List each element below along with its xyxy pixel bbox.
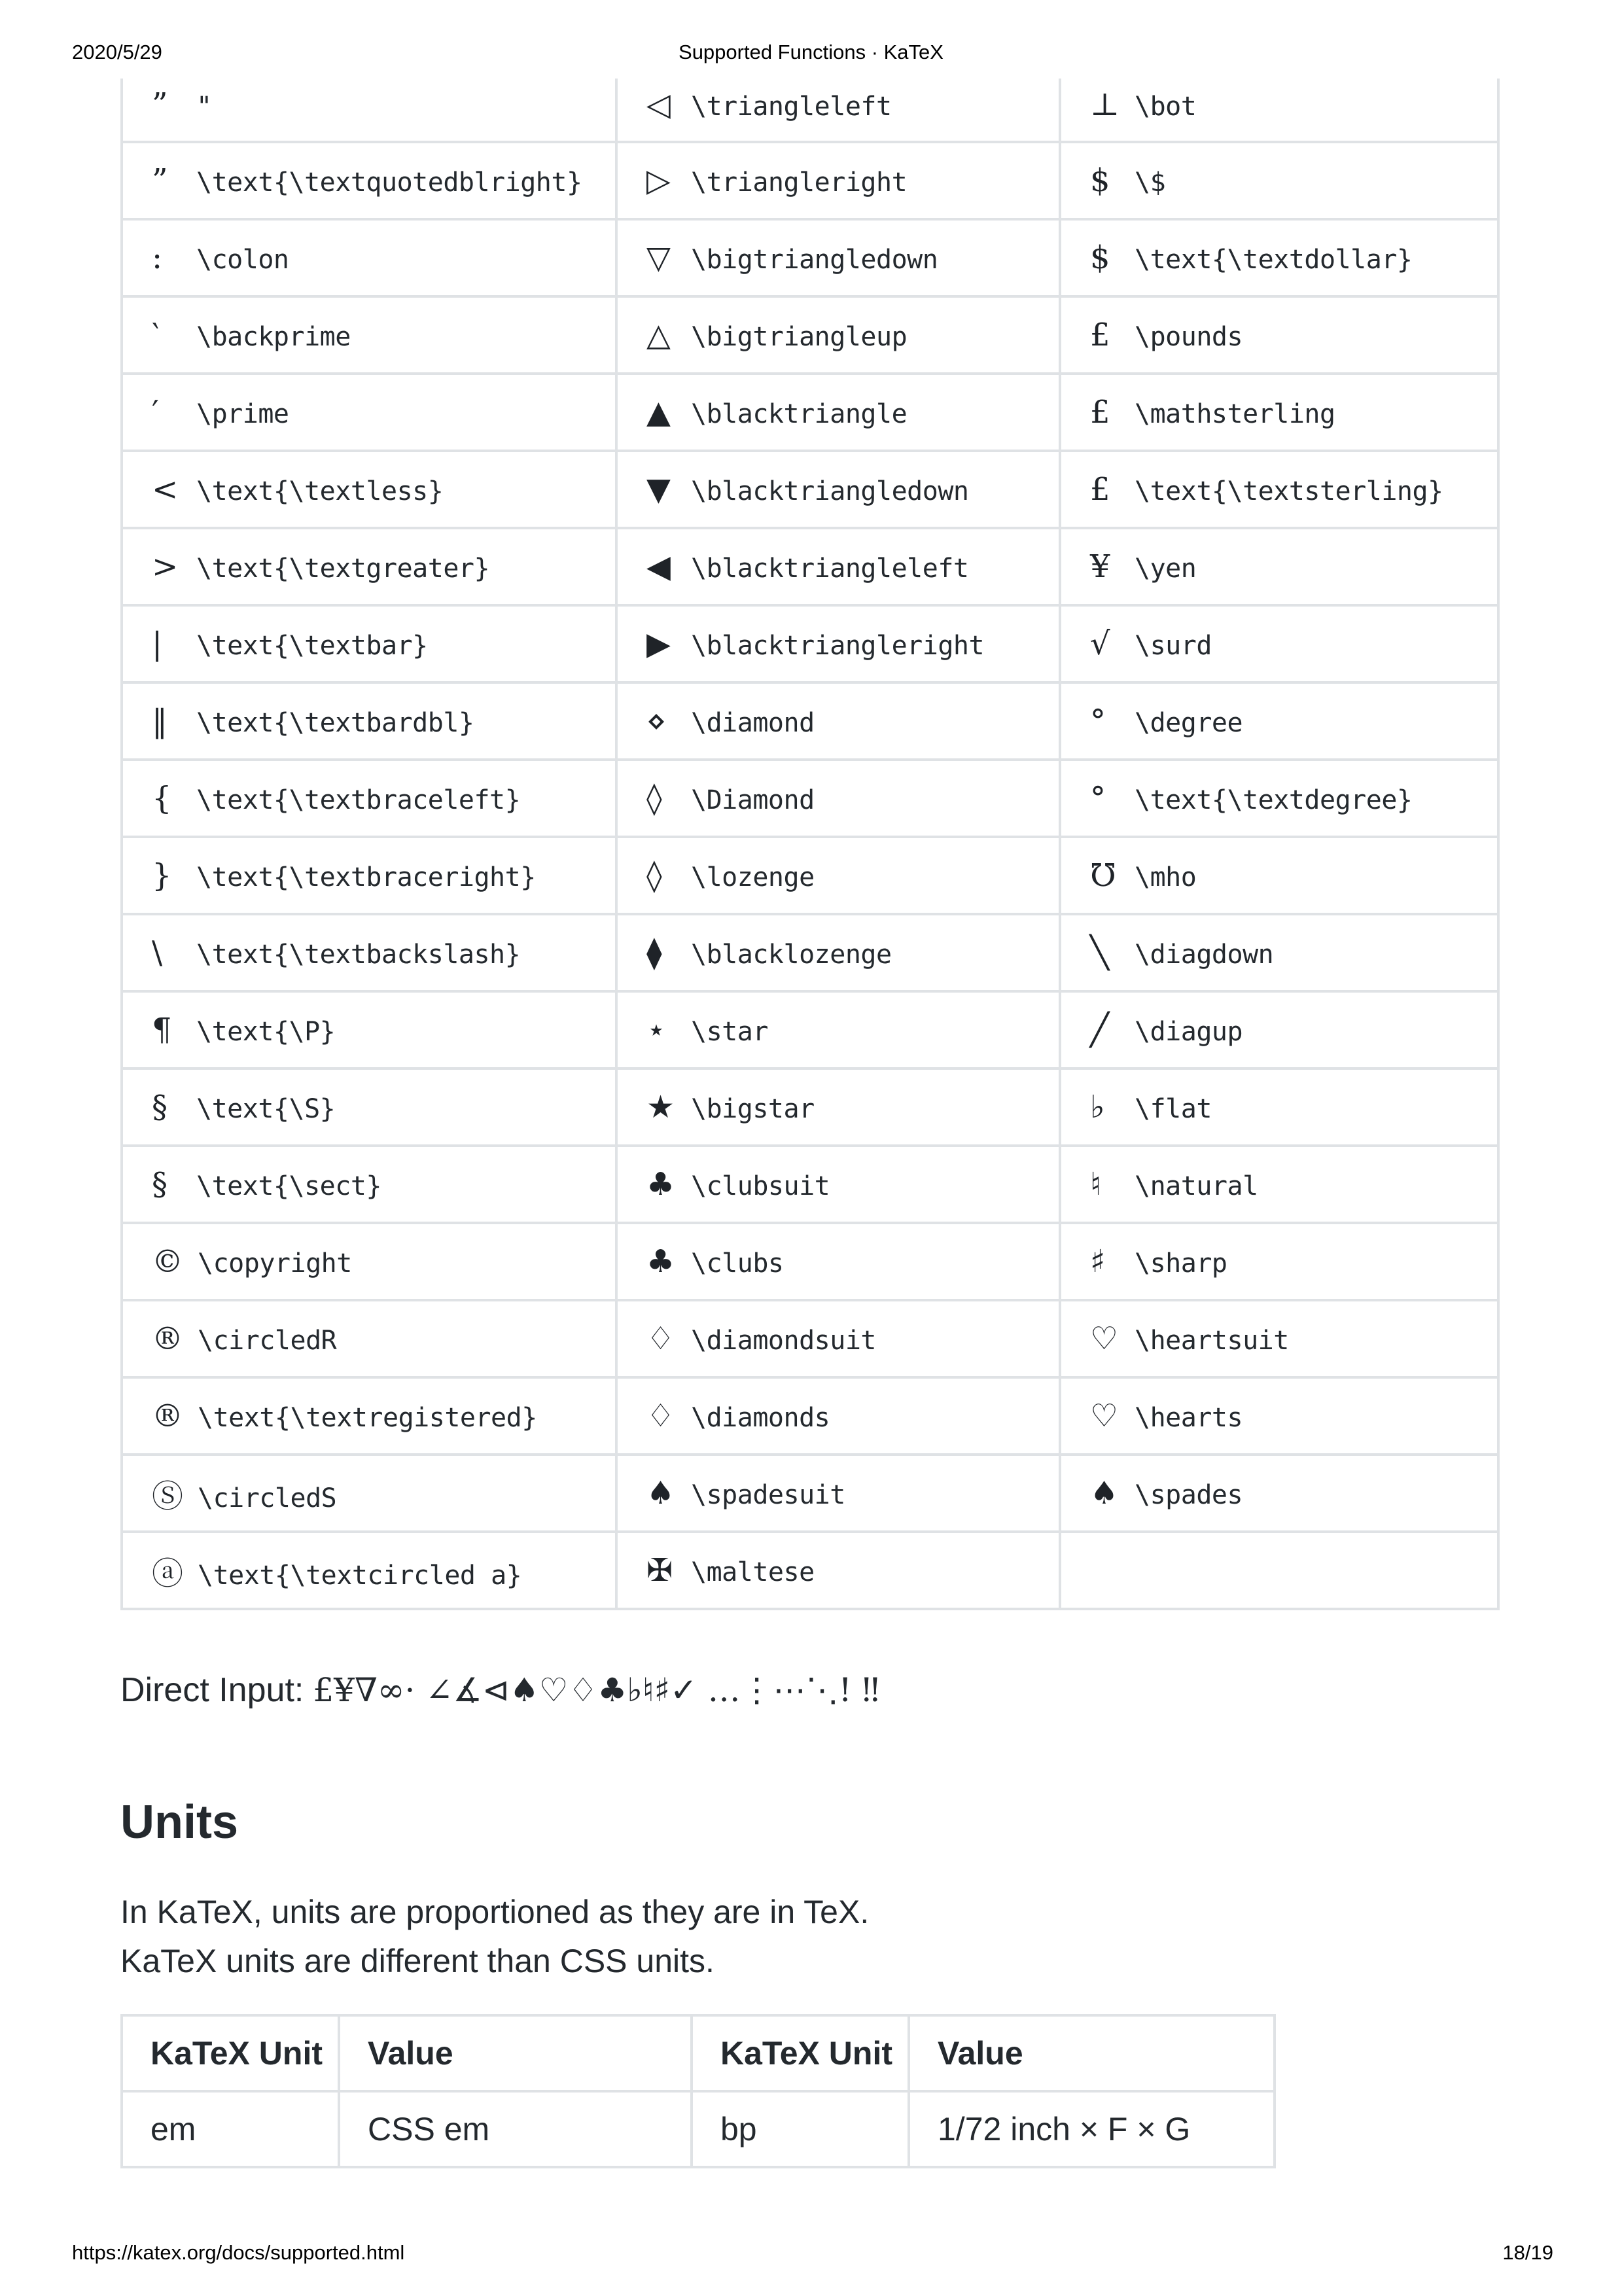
symbol-glyph-icon: ℧ [1090,857,1116,894]
symbol-row [122,296,1498,374]
symbol-command: \yen [1135,554,1197,584]
symbol-cell [122,219,616,296]
symbol-cell [122,1455,616,1532]
symbol-command: \text{\textbackslash} [196,940,521,970]
units-description-line-2: KaTeX units are different than CSS units. [120,1943,714,1979]
symbol-row [122,219,1498,296]
symbol-glyph-icon: ′ [152,394,159,431]
symbol-glyph-icon: ◊ [646,857,662,894]
symbol-cell [1060,991,1498,1069]
symbol-row [122,374,1498,451]
symbol-cell [1060,451,1498,528]
symbol-cell [1060,1069,1498,1146]
symbol-command: \blacktriangleleft [691,554,969,584]
symbol-command: \pounds [1135,322,1243,352]
symbol-cell [616,142,1060,219]
symbol-cell [1060,1532,1498,1609]
symbol-cell [122,1300,616,1377]
units-col-header: Value [339,2015,692,2091]
symbol-glyph-icon: $ [1090,239,1110,276]
symbol-glyph-icon: ▷ [646,162,671,199]
symbol-command: \bigtriangleup [691,322,908,352]
symbol-cell [122,837,616,914]
units-description-line-1: In KaTeX, units are proportioned as they are in TeX. [120,1894,870,1930]
symbol-glyph-icon: ° [1090,780,1106,817]
symbol-cell [122,991,616,1069]
symbol-command: \colon [196,245,289,275]
symbol-command: \text{\S} [196,1094,336,1124]
symbol-glyph-icon: ♡ [1090,1320,1119,1357]
symbol-cell [1060,837,1498,914]
symbol-glyph-icon: $ [1090,162,1110,199]
symbol-command: \circledR [198,1326,337,1356]
symbol-command: \diamonds [691,1403,830,1433]
symbol-cell [1060,1377,1498,1455]
symbol-row [122,605,1498,682]
symbol-cell [122,605,616,682]
symbol-command: \blacktriangle [691,399,908,429]
symbol-glyph-icon: ▼ [646,471,671,508]
symbol-command: \natural [1135,1171,1258,1201]
units-description [120,1888,869,1986]
symbol-cell [1060,528,1498,605]
page-number: 18/19 [1502,2241,1553,2264]
symbol-glyph-icon: ⊥ [1090,86,1120,123]
symbol-glyph-icon: ♡ [1090,1398,1119,1434]
symbol-row [122,1223,1498,1300]
symbol-command: \star [691,1017,768,1047]
direct-input-label: Direct Input: [120,1671,304,1709]
symbol-glyph-icon: ▶ [646,626,671,662]
symbol-cell [616,1300,1060,1377]
symbol-glyph-icon: ” [152,162,168,199]
symbol-cell [616,837,1060,914]
symbol-glyph-icon: > [152,548,179,585]
symbol-glyph-icon: ♢ [646,1320,675,1357]
symbol-cell [1060,1223,1498,1300]
symbol-cell [616,605,1060,682]
symbol-glyph-icon: : [152,239,163,276]
symbol-glyph-icon: ‖ [152,703,167,739]
symbol-command: \text{\P} [196,1017,336,1047]
symbol-row [122,1455,1498,1532]
symbol-command: \diamond [691,708,815,738]
symbol-row [122,1300,1498,1377]
symbol-command: \triangleleft [691,92,892,122]
symbol-command: \copyright [198,1248,352,1279]
symbol-command: \text{\textregistered} [198,1403,537,1433]
direct-input-symbols: £¥∇∞· ∠∡⊲♠♡♢♣♭♮♯✓ …⋮⋯⋱! ‼ [313,1671,880,1709]
symbol-row [122,1377,1498,1455]
symbol-command: \mho [1135,862,1197,892]
symbol-cell [616,1377,1060,1455]
symbol-cell [616,1223,1060,1300]
symbol-command: \text{\textdollar} [1135,245,1413,275]
symbol-command: \text{\textdegree} [1135,785,1413,815]
symbol-glyph-icon: ¥ [1090,548,1110,585]
symbol-cell [616,1146,1060,1223]
symbol-cell [616,219,1060,296]
symbol-row [122,914,1498,991]
symbol-command: \text{\textcircled a} [198,1560,522,1591]
symbol-cell [122,1532,616,1609]
symbol-cell [1060,296,1498,374]
symbol-row [122,528,1498,605]
symbol-cell [122,528,616,605]
units-col-header: KaTeX Unit [122,2015,339,2091]
symbol-glyph-icon: ★ [646,1089,675,1125]
symbol-glyph-icon: \ [152,934,163,971]
units-col-header: Value [909,2015,1275,2091]
symbol-cell [1060,1300,1498,1377]
symbol-glyph-icon: | [152,626,163,662]
symbol-glyph-icon: £ [1090,317,1110,353]
units-table [120,2014,1276,2168]
units-cell: CSS em [339,2091,692,2167]
symbol-glyph-icon: ♮ [1090,1166,1102,1203]
symbol-row [122,991,1498,1069]
symbol-command: \clubs [691,1248,784,1279]
symbol-cell [122,1223,616,1300]
print-date: 2020/5/29 [72,41,162,63]
symbol-command: \text{\textless} [196,476,444,506]
symbol-row [122,79,1498,142]
units-table-row [122,2091,1275,2167]
symbol-cell [122,1377,616,1455]
symbol-cell [616,760,1060,837]
symbol-cell [616,1455,1060,1532]
direct-input-line [120,1667,879,1713]
symbol-cell [616,374,1060,451]
symbol-glyph-icon: ◀ [646,548,671,585]
symbol-command: \text{\textbraceleft} [196,785,521,815]
symbol-command: \bot [1135,92,1197,122]
symbol-command: \mathsterling [1135,399,1335,429]
symbol-command: \$ [1135,168,1166,198]
symbol-command: \maltese [691,1557,815,1587]
symbol-cell [122,451,616,528]
symbol-glyph-icon: ‵ [152,317,159,353]
symbol-command: \text{\textbardbl} [196,708,474,738]
symbol-glyph-icon: ▽ [646,239,671,276]
units-col-header: KaTeX Unit [692,2015,909,2091]
symbol-glyph-icon: ⓐ [152,1555,184,1592]
symbol-row [122,682,1498,760]
symbol-cell [616,1069,1060,1146]
symbol-command: \blacklozenge [691,940,892,970]
symbol-cell [616,914,1060,991]
symbol-command: \sharp [1135,1248,1227,1279]
symbol-cell [616,682,1060,760]
symbol-cell [1060,914,1498,991]
symbol-command: \text{\textbraceright} [196,862,536,892]
symbol-command: \triangleright [691,168,908,198]
symbol-command: \bigstar [691,1094,815,1124]
symbol-glyph-icon: ♢ [646,1398,675,1434]
print-page-title: Supported Functions · KaTeX [679,41,943,63]
symbol-glyph-icon: § [152,1089,167,1125]
symbol-glyph-icon: © [152,1243,183,1280]
symbol-glyph-icon: Ⓢ [152,1477,184,1515]
symbol-cell [1060,605,1498,682]
symbol-cell [616,79,1060,142]
symbol-command: \prime [196,399,289,429]
symbol-command: \diamondsuit [691,1326,876,1356]
symbol-cell [122,374,616,451]
symbol-command: \circledS [198,1483,337,1513]
symbol-cell [616,296,1060,374]
symbol-command: \blacktriangledown [691,476,969,506]
symbol-command: \bigtriangledown [691,245,938,275]
symbol-glyph-icon: ✠ [646,1552,673,1589]
page-url[interactable]: https://katex.org/docs/supported.html [72,2241,405,2264]
symbol-command: \spades [1135,1480,1243,1510]
symbol-command: \degree [1135,708,1243,738]
symbol-glyph-icon: ⋄ [646,703,667,739]
symbol-glyph-icon: } [152,857,172,894]
symbol-glyph-icon: { [152,780,172,817]
symbol-command: \diagup [1135,1017,1243,1047]
symbol-command: \text{\textbar} [196,631,428,661]
units-cell: 1/72 inch × F × G [909,2091,1275,2167]
symbol-command: \spadesuit [691,1480,845,1510]
symbol-glyph-icon: ® [152,1398,183,1434]
symbol-glyph-icon: § [152,1166,167,1203]
symbol-glyph-icon: ° [1090,703,1106,739]
print-header [0,41,1622,67]
symbol-glyph-icon: √ [1090,626,1110,662]
symbol-cell [1060,219,1498,296]
symbol-command: \hearts [1135,1403,1243,1433]
symbol-glyph-icon: ╲ [1090,934,1109,971]
units-cell: bp [692,2091,909,2167]
symbol-cell [616,991,1060,1069]
symbol-cell [616,1532,1060,1609]
symbol-cell [122,142,616,219]
symbol-cell [122,296,616,374]
symbol-cell [122,914,616,991]
symbol-command: \text{\textquotedblright} [196,168,582,198]
symbol-command: \surd [1135,631,1212,661]
symbol-row [122,837,1498,914]
symbol-command: \text{\sect} [196,1171,381,1201]
symbol-glyph-icon: ⧫ [646,934,662,971]
symbol-command: \blacktriangleright [691,631,985,661]
symbol-cell [1060,682,1498,760]
symbol-glyph-icon: ╱ [1090,1012,1109,1048]
symbol-command: \flat [1135,1094,1212,1124]
symbol-glyph-icon: £ [1090,394,1110,431]
symbol-glyph-icon: < [152,471,179,508]
symbol-glyph-icon: △ [646,317,671,353]
symbol-cell [1060,1455,1498,1532]
symbol-glyph-icon: ♣ [646,1243,675,1280]
symbol-glyph-icon: ⋆ [646,1012,667,1048]
symbol-glyph-icon: ® [152,1320,183,1357]
symbol-glyph-icon: £ [1090,471,1110,508]
units-table-header-row [122,2015,1275,2091]
symbol-command: \diagdown [1135,940,1274,970]
symbol-row [122,1532,1498,1609]
units-heading: Units [120,1796,238,1848]
symbol-command: \heartsuit [1135,1326,1289,1356]
symbol-command: \Diamond [691,785,815,815]
symbol-glyph-icon: ♭ [1090,1089,1105,1125]
symbol-glyph-icon: ♣ [646,1166,675,1203]
symbol-command: \text{\textsterling} [1135,476,1443,506]
symbol-cell [616,528,1060,605]
symbol-cell [1060,760,1498,837]
symbol-glyph-icon: ◁ [646,86,671,123]
symbol-command: \text{\textgreater} [196,554,490,584]
symbol-glyph-icon: ♠ [1090,1475,1119,1511]
symbol-glyph-icon: ▲ [646,394,671,431]
symbol-cell [1060,1146,1498,1223]
symbol-row [122,1146,1498,1223]
symbol-glyph-icon: ¶ [152,1012,172,1048]
symbol-command: \backprime [196,322,351,352]
units-cell: em [122,2091,339,2167]
symbol-cell [1060,79,1498,142]
symbols-table [120,79,1500,1610]
symbol-row [122,1069,1498,1146]
symbol-glyph-icon: ” [152,86,168,123]
symbol-cell [122,760,616,837]
symbol-cell [122,79,616,142]
print-footer [0,2241,1622,2267]
symbol-cell [616,451,1060,528]
symbol-glyph-icon: ♯ [1090,1243,1106,1280]
symbol-glyph-icon: ◊ [646,780,662,817]
symbol-row [122,142,1498,219]
symbol-cell [122,1069,616,1146]
symbols-table-body [122,79,1498,1609]
symbol-command: " [196,92,212,122]
symbol-command: \clubsuit [691,1171,830,1201]
symbol-row [122,760,1498,837]
symbol-cell [1060,142,1498,219]
symbol-glyph-icon: ♠ [646,1475,675,1511]
symbol-command: \lozenge [691,862,815,892]
symbol-cell [122,1146,616,1223]
symbol-cell [122,682,616,760]
symbol-row [122,451,1498,528]
symbol-cell [1060,374,1498,451]
